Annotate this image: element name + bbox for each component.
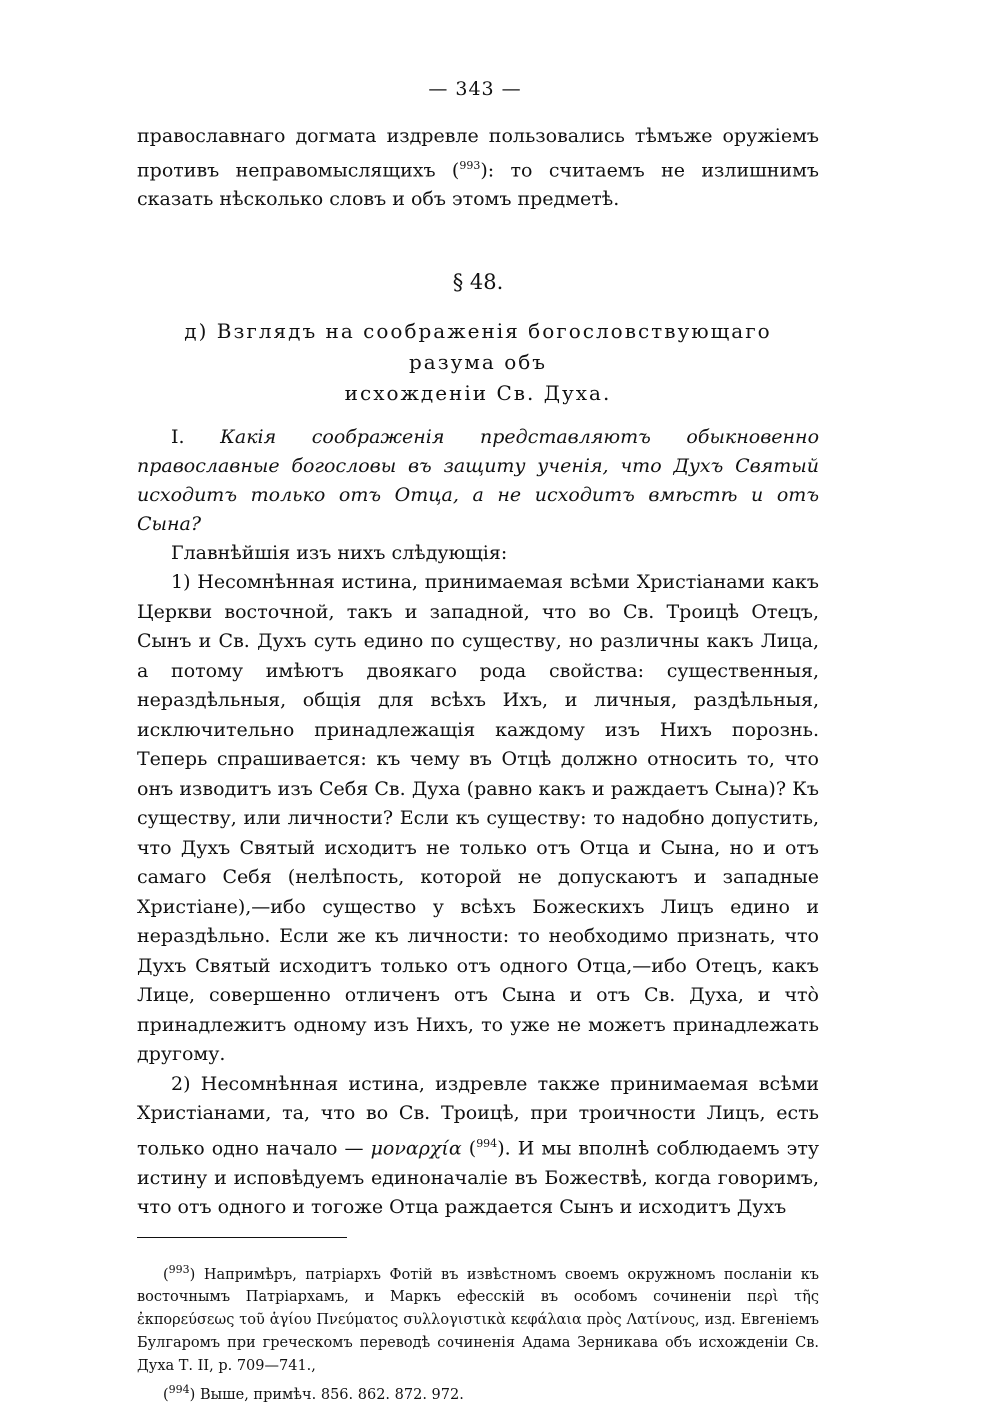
- footnote-994-text: ) Выше, примѣч. 856. 862. 872. 972.: [189, 1387, 464, 1404]
- footnote-993-text: ) Напримѣръ, патріархъ Фотій въ извѣстномъ своемъ окружномъ посланіи къ восточнымъ Патріархамъ, и Маркъ ефесскій въ особомъ сочиненіи περὶ τῆς ἐκπορεύσεως τοῦ ἁγίου Πνεύματος συλλογιστικὰ κεφάλαια πρὸς Λατίνους, изд. Евгеніемъ Булгаромъ при греческомъ переводѣ сочиненія Адама Зерникава объ исхожденіи Св. Духа Т. II, p. 709—741.,: [137, 1266, 819, 1375]
- section-title-line-1: д) Взглядъ на соображенія богословствующаго разума объ: [184, 319, 772, 375]
- question-paragraph: [137, 423, 819, 539]
- paragraph-2-part-2: ). И мы вполнѣ соблюдаемъ эту истину и исповѣдуемъ единоначаліе въ Божествѣ, когда говоримъ, что отъ одного и тогоже Отца раждается Сынъ и исходитъ Духъ: [137, 1137, 820, 1219]
- paragraph-2-ref-open: (: [461, 1137, 477, 1160]
- footnote-ref-994[interactable]: 994: [476, 1136, 498, 1150]
- question-number: I.: [171, 426, 221, 449]
- footnote-994: [137, 1378, 819, 1407]
- intro-text-after: ): то считаемъ не излишнимъ сказать нѣсколько словъ и объ этомъ предметѣ.: [137, 159, 819, 211]
- question-text: Какія соображенія представляютъ обыкновенно православные богословы въ защиту ученія, что Духъ Святый исходитъ только отъ Отца, а не исходитъ вмѣстѣ и отъ Сына?: [137, 426, 820, 536]
- section-title-line-2: исхожденіи Св. Духа.: [344, 381, 612, 406]
- paragraph-1: 1) Несомнѣнная истина, принимаемая всѣми Христіанами какъ Церкви восточной, такъ и западной, что во Св. Троицѣ Отецъ, Сынъ и Св. Духъ суть едино по существу, но различны какъ Лица, а потому имѣютъ двоякаго рода свойства: существенныя, нераздѣльныя, общія для всѣхъ Ихъ, и личныя, раздѣльныя, исключительно принадлежащія каждому изъ Нихъ порознь. Теперь спрашивается: къ чему въ Отцѣ должно относить то, что онъ изводитъ изъ Себя Св. Духа (равно какъ и раждаетъ Сына)? Къ существу, или личности? Если къ существу: то надобно допустить, что Духъ Святый исходитъ не только отъ Отца и Сына, но и отъ самаго Себя (нелѣпость, которой не допускаютъ и западные Христіане),—ибо существо у всѣхъ Божескихъ Лицъ едино и нераздѣльно. Если же къ личности: то необходимо признать, что Духъ Святый исходитъ только отъ одного Отца,—ибо Отецъ, какъ Лице, совершенно отличенъ отъ Сына и отъ Св. Духа, и что̀ принадлежитъ одному изъ Нихъ, то уже не можетъ принадлежать другому.: [137, 571, 819, 1066]
- lead-line: Главнѣйшія изъ нихъ слѣдующія:: [171, 542, 508, 565]
- section-mark: § 48.: [452, 270, 504, 295]
- footnote-divider: [137, 1237, 347, 1238]
- intro-text-before: православнаго догмата издревле пользовались тѣмъже оружіемъ противъ неправомыслящихъ (: [137, 125, 819, 182]
- section-title: [137, 316, 819, 409]
- greek-term: μοναρχία: [370, 1137, 462, 1160]
- footnote-994-open: (: [163, 1387, 169, 1404]
- document-page: [137, 78, 819, 1407]
- footnote-993-open: (: [163, 1266, 169, 1283]
- page-number: — 343 —: [428, 78, 522, 100]
- intro-paragraph: [137, 122, 819, 214]
- paragraph-2-part-1: 2) Несомнѣнная истина, издревле также принимаемая всѣми Христіанами, та, что во Св. Троицѣ, при троичности Лицъ, есть только одно начало —: [137, 1072, 819, 1160]
- footnote-993: [137, 1258, 819, 1379]
- footnote-ref-993[interactable]: 993: [459, 159, 481, 172]
- paragraph-2: [137, 1070, 819, 1223]
- footnote-994-number: 994: [168, 1383, 190, 1397]
- footnote-993-number: 993: [168, 1262, 190, 1276]
